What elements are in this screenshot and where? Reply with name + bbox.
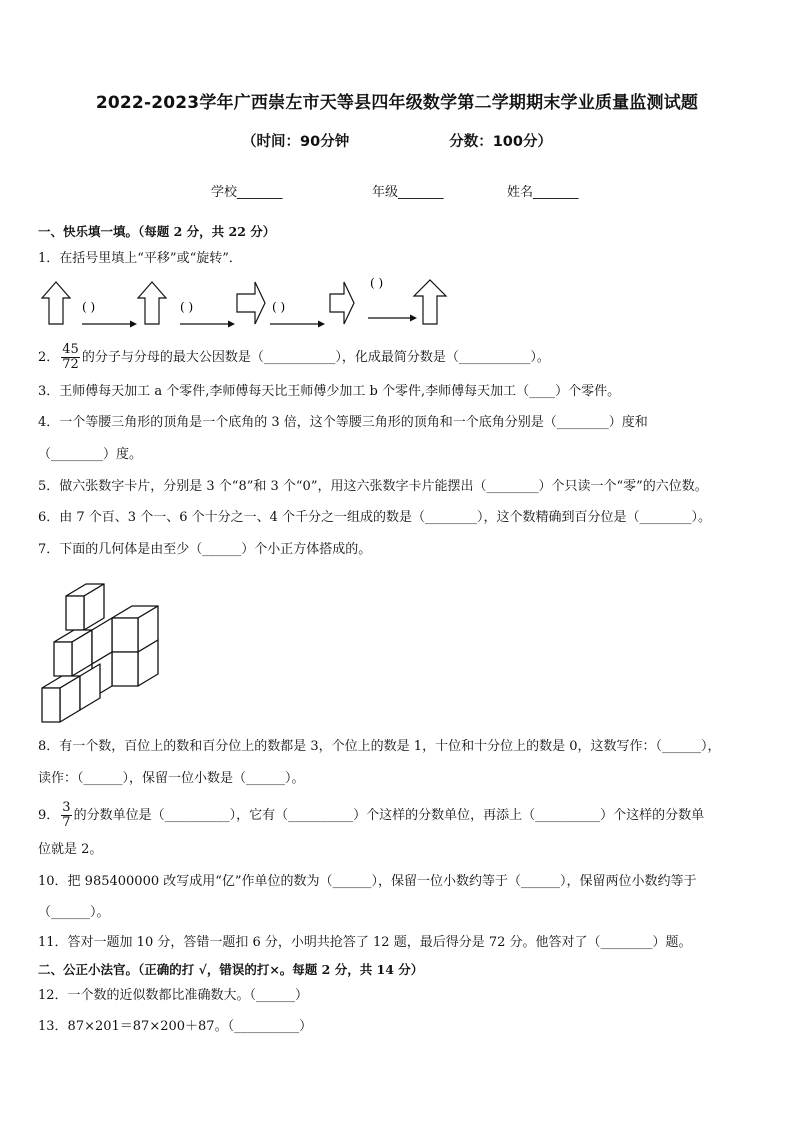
question-7: 7．下面的几何体是由至少（______）个小正方体搭成的。	[38, 542, 372, 557]
q1-blank-3: ( )	[272, 300, 286, 314]
page-title: 2022-2023学年广西崇左市天等县四年级数学第二学期期末学业质量监测试题	[95, 93, 699, 113]
question-3: 3．王师傅每天加工 a 个零件,李师傅每天比王师傅少加工 b 个零件,李师傅每天加工（____）个零件。	[38, 384, 621, 399]
question-8-line-2: 读作：（______），保留一位小数是（______）。	[38, 771, 305, 786]
question-13: 13．87×201＝87×200＋87。（__________）	[38, 1019, 313, 1034]
exam-score: 分数：100分）	[449, 134, 552, 150]
grade-field[interactable]: 年级_______	[372, 185, 444, 200]
question-2: 2． $\frac{45}{72}$ 的分子与分母的最大公因数是（___________），化成最简分数是（___________）。	[38, 342, 550, 372]
question-9-line-1: 9． $\frac{3}{7}$ 的分数单位是（__________），它有（__________）个这样的分数单位，再添上（__________）个这样的分数单	[38, 800, 705, 830]
section-1-heading: 一、快乐填一填。（每题 2 分，共 22 分）	[38, 224, 276, 239]
question-8-line-1: 8．有一个数，百位上的数和百分位上的数都是 3，个位上的数是 1，十位和十分位上的数是 0，这数写作：（______），	[38, 739, 721, 754]
question-9-line-2: 位就是 2。	[38, 842, 103, 857]
question-12: 12．一个数的近似数都比准确数大。（______）	[38, 988, 309, 1003]
q2-fraction: $\frac{45}{72}$	[62, 342, 79, 372]
name-field[interactable]: 姓名_______	[507, 185, 579, 200]
q7-cube-figure	[38, 578, 168, 728]
question-10-line-2: （______）。	[38, 905, 110, 920]
question-4-line-1: 4．一个等腰三角形的顶角是一个底角的 3 倍，这个等腰三角形的顶角和一个底角分别是（________）度和	[38, 415, 648, 430]
up-arrow-shape	[414, 280, 446, 324]
exam-meta	[0, 130, 794, 151]
q1-blank-4: ( )	[370, 276, 384, 290]
question-5: 5．做六张数字卡片，分别是 3 个“8”和 3 个“0”，用这六张数字卡片能摆出（________）个只读一个“零”的六位数。	[38, 479, 708, 494]
question-4-line-2: （________）度。	[38, 447, 143, 462]
section-2-heading: 二、公正小法官。（正确的打 √，错误的打×。每题 2 分，共 14 分）	[38, 962, 424, 977]
question-6: 6．由 7 个百、3 个一、6 个十分之一、4 个千分之一组成的数是（________），这个数精确到百分位是（________）。	[38, 510, 712, 525]
q9-fraction: $\frac{3}{7}$	[62, 800, 71, 830]
exam-time: （时间：90分钟	[242, 134, 350, 150]
up-arrow-shape	[42, 282, 70, 324]
question-11: 11．答对一题加 10 分，答错一题扣 6 分，小明共抢答了 12 题，最后得分是 72 分。他答对了（________）题。	[38, 935, 692, 950]
question-1: 1．在括号里填上“平移”或“旋转”．	[38, 251, 242, 266]
up-arrow-shape	[138, 282, 166, 324]
question-10-line-1: 10．把 985400000 改写成用“亿”作单位的数为（______），保留一位小数约等于（______），保留两位小数约等于	[38, 874, 697, 889]
q1-blank-1: ( )	[82, 300, 96, 314]
right-arrow-shape	[330, 282, 354, 324]
school-field[interactable]: 学校_______	[211, 185, 283, 200]
q1-blank-2: ( )	[180, 300, 194, 314]
right-arrow-shape	[237, 282, 265, 324]
q1-figure	[38, 276, 458, 330]
